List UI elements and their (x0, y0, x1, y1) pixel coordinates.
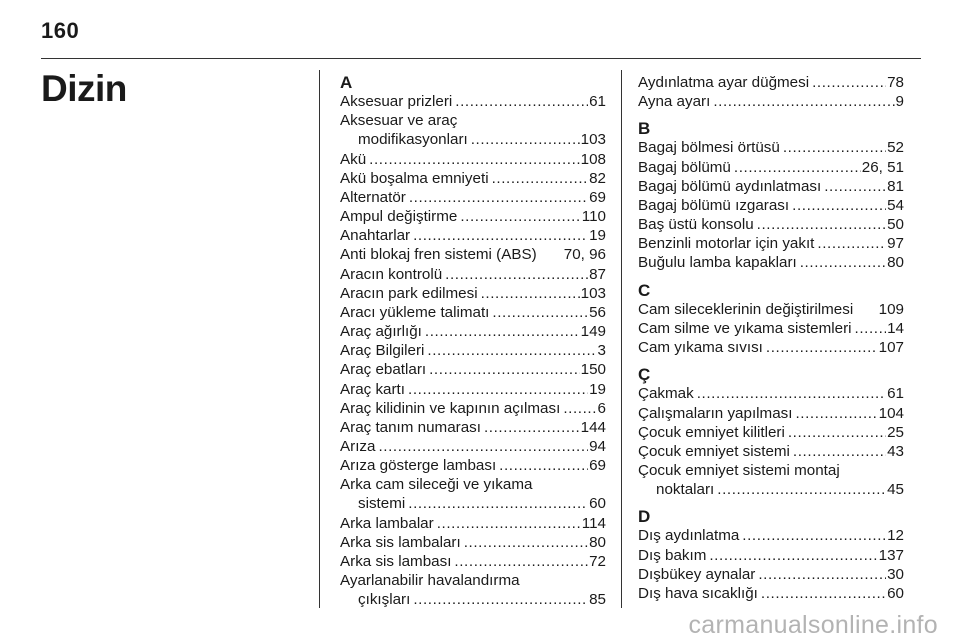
index-page-ref: 60 (589, 495, 606, 513)
dot-leader (464, 533, 588, 552)
index-entry-text: Akü boşalma emniyeti (340, 169, 489, 187)
index-page-ref: 81 (887, 177, 904, 195)
index-page-ref: 108 (580, 150, 606, 168)
index-column-1 (340, 73, 606, 609)
index-entry (638, 423, 904, 442)
index-letter-heading: A (340, 73, 353, 92)
index-entry (638, 442, 904, 461)
index-page-ref: 104 (878, 404, 904, 422)
index-page-ref: 26, 51 (861, 158, 904, 176)
dot-leader (563, 399, 596, 418)
index-entry (340, 169, 606, 188)
index-entry (340, 92, 606, 111)
index-page-ref: 9 (895, 93, 904, 111)
index-entry (340, 399, 606, 418)
index-page-ref: 43 (887, 442, 904, 460)
index-entry (638, 73, 904, 92)
index-entry-text: Araç ebatları (340, 361, 427, 379)
index-entry-text: Araç ağırlığı (340, 323, 422, 341)
index-entry (340, 456, 606, 475)
index-entry-text: Çocuk emniyet kilitleri (638, 423, 785, 441)
dot-leader (427, 341, 596, 360)
index-page-ref: 72 (589, 552, 606, 570)
index-page-ref: 80 (887, 254, 904, 272)
index-entry (638, 138, 904, 157)
index-entry-text: Arka sis lambası (340, 552, 452, 570)
index-letter-heading: B (638, 119, 651, 139)
dot-leader (481, 284, 580, 303)
index-entry (638, 196, 904, 215)
dot-leader (817, 234, 886, 253)
dot-leader (824, 177, 886, 196)
index-entry-text: Araç Bilgileri (340, 342, 425, 360)
column-divider-left (319, 70, 320, 608)
index-page-ref: 78 (887, 74, 904, 91)
dot-leader (408, 494, 588, 513)
index-entry (340, 303, 606, 322)
index-entry-text: Çocuk emniyet sistemi montaj (638, 461, 840, 479)
index-page-ref: 70, 96 (563, 246, 606, 264)
index-entry (340, 341, 606, 360)
index-entry-text: Ayna ayarı (638, 93, 711, 111)
index-page-ref: 69 (589, 188, 606, 206)
index-entry-text: Arıza gösterge lambası (340, 457, 497, 475)
index-column-2 (638, 73, 904, 603)
index-entry (340, 265, 606, 284)
index-page-ref: 45 (887, 481, 904, 499)
index-entry-continuation: modifikasyonları (358, 131, 468, 149)
index-entry-text: Arka sis lambaları (340, 533, 461, 551)
index-page-ref: 61 (887, 385, 904, 403)
index-entry (340, 552, 606, 571)
dot-leader (409, 188, 588, 207)
index-entry-text: Bagaj bölmesi örtüsü (638, 139, 780, 157)
index-entry (340, 533, 606, 552)
index-entry-text: Çocuk emniyet sistemi (638, 442, 790, 460)
index-entry-text: Ayarlanabilir havalandırma (340, 572, 520, 590)
index-page-ref: 80 (589, 533, 606, 551)
dot-leader (408, 380, 588, 399)
index-page-ref: 19 (589, 227, 606, 245)
dot-leader (429, 360, 580, 379)
index-entry (340, 245, 606, 264)
index-entry-text: Aracın kontrolü (340, 265, 443, 283)
dot-leader (713, 92, 894, 111)
index-entry-text: Cam sileceklerinin değiştirilmesi (638, 300, 854, 318)
dot-leader (742, 526, 886, 545)
index-entry (638, 584, 904, 603)
index-entry-continuation: noktaları (656, 481, 715, 499)
index-page-ref: 114 (581, 514, 606, 532)
index-entry-continuation: çıkışları (358, 591, 411, 609)
index-entry-text: Arka cam sileceği ve yıkama (340, 476, 533, 494)
index-entry (638, 526, 904, 545)
index-page-ref: 30 (887, 565, 904, 583)
index-entry (340, 380, 606, 399)
index-entry (340, 284, 606, 303)
index-entry (638, 215, 904, 234)
index-entry-text: Çakmak (638, 385, 694, 403)
dot-leader (369, 150, 579, 169)
index-page-ref: 94 (589, 437, 606, 455)
index-page-ref: 85 (589, 591, 606, 609)
index-letter-heading: D (638, 507, 651, 527)
dot-leader (855, 319, 887, 338)
index-page-ref: 12 (887, 527, 904, 545)
dot-leader (709, 546, 877, 565)
dot-leader (766, 338, 878, 357)
dot-leader (758, 565, 886, 584)
dot-leader (413, 226, 588, 245)
index-entry-text: Çalışmaların yapılması (638, 404, 793, 422)
index-entry-text: Aksesuar ve araç (340, 112, 458, 130)
index-entry (638, 253, 904, 272)
index-entry (340, 322, 606, 341)
index-page-ref: 25 (887, 423, 904, 441)
dot-leader (788, 423, 886, 442)
index-entry-text: Dış hava sıcaklığı (638, 584, 758, 602)
index-page-ref: 109 (878, 300, 904, 318)
index-page-ref: 52 (887, 139, 904, 157)
index-page-ref: 144 (580, 418, 606, 436)
index-page-ref: 110 (581, 208, 606, 226)
dot-leader (717, 480, 886, 499)
index-entry-text: Baş üstü konsolu (638, 216, 754, 234)
index-entry-text: Dış aydınlatma (638, 527, 740, 545)
index-entry (340, 130, 606, 149)
index-entry-text: Dış bakım (638, 546, 707, 564)
index-page-ref: 14 (887, 319, 904, 337)
index-page-ref: 103 (580, 284, 606, 302)
index-entry-text: Arıza (340, 437, 376, 455)
dot-leader (471, 130, 580, 149)
dot-leader (445, 265, 588, 284)
index-entry (638, 300, 904, 319)
index-entry-text: Araç kartı (340, 380, 405, 398)
index-entry-text: Ampul değiştirme (340, 208, 458, 226)
dot-leader (492, 303, 588, 322)
index-entry (638, 92, 904, 111)
index-page-ref: 87 (589, 265, 606, 283)
dot-leader (800, 253, 886, 272)
index-page-ref: 61 (589, 93, 606, 111)
index-page-ref: 107 (878, 339, 904, 357)
index-entry (638, 177, 904, 196)
index-page-ref: 50 (887, 216, 904, 234)
index-entry-text: Araç tanım numarası (340, 418, 481, 436)
dot-leader (757, 215, 886, 234)
index-entry-text: Bagaj bölümü (638, 158, 731, 176)
dot-leader (734, 158, 861, 177)
index-entry (638, 404, 904, 423)
dot-leader (761, 584, 886, 603)
index-page-ref: 60 (887, 584, 904, 602)
index-entry-text: Buğulu lamba kapakları (638, 254, 797, 272)
index-page-ref: 150 (580, 361, 606, 379)
index-page-ref: 103 (580, 131, 606, 149)
index-entry-text: Akü (340, 150, 367, 168)
column-divider-middle (621, 70, 622, 608)
index-entry (638, 384, 904, 403)
index-entry (340, 150, 606, 169)
index-entry-text: Cam yıkama sıvısı (638, 339, 763, 357)
dot-leader (492, 169, 589, 188)
index-entry (340, 360, 606, 379)
dot-leader (697, 384, 886, 403)
dot-leader (460, 207, 580, 226)
index-page-ref: 6 (597, 399, 606, 417)
index-entry (638, 319, 904, 338)
index-entry (638, 158, 904, 177)
index-entry (638, 480, 904, 499)
index-entry (638, 338, 904, 357)
index-entry-text: Araç kilidinin ve kapının açılması (340, 399, 561, 417)
index-entry-text: Bagaj bölümü ızgarası (638, 196, 790, 214)
dot-leader (437, 514, 581, 533)
dot-leader (455, 92, 588, 111)
index-entry (340, 226, 606, 245)
index-entry (340, 494, 606, 513)
dot-leader (783, 138, 886, 157)
watermark: carmanualsonline.info (688, 611, 938, 639)
index-entry (340, 590, 606, 609)
dot-leader (812, 73, 886, 92)
index-entry-text: Arka lambalar (340, 514, 434, 532)
index-entry (638, 565, 904, 584)
index-entry (340, 437, 606, 456)
dot-leader (454, 552, 588, 571)
index-page-ref: 19 (589, 380, 606, 398)
index-entry (340, 514, 606, 533)
index-entry (340, 207, 606, 226)
index-page-ref: 54 (887, 196, 904, 214)
index-entry-text: Anti blokaj fren sistemi (ABS) (340, 246, 537, 264)
index-entry-continuation: sistemi (358, 495, 406, 513)
dot-leader (484, 418, 580, 437)
index-entry (340, 188, 606, 207)
header-rule (41, 58, 921, 59)
index-page-ref: 137 (878, 546, 904, 564)
dot-leader (792, 196, 886, 215)
index-entry-text: Alternatör (340, 188, 406, 206)
index-page-ref: 3 (597, 342, 606, 360)
index-entry (340, 418, 606, 437)
index-page-ref: 149 (580, 323, 606, 341)
dot-leader (499, 456, 588, 475)
index-entry-text: Aracın park edilmesi (340, 284, 478, 302)
index-entry-text: Aksesuar prizleri (340, 93, 453, 111)
section-title: Dizin (41, 68, 127, 109)
dot-leader (425, 322, 580, 341)
page-number: 160 (41, 18, 80, 43)
index-entry-text: Cam silme ve yıkama sistemleri (638, 319, 852, 337)
index-page-ref: 97 (887, 235, 904, 253)
dot-leader (413, 590, 588, 609)
index-entry-text: Benzinli motorlar için yakıt (638, 235, 815, 253)
dot-leader (378, 437, 588, 456)
index-entry (638, 546, 904, 565)
index-entry-text: Aracı yükleme talimatı (340, 303, 490, 321)
index-entry-text: Bagaj bölümü aydınlatması (638, 177, 822, 195)
index-page-ref: 82 (589, 169, 606, 187)
index-entry-text: Aydınlatma ayar düğmesi (638, 74, 810, 91)
dot-leader (795, 404, 877, 423)
index-letter-heading: C (638, 280, 651, 300)
dot-leader (793, 442, 886, 461)
index-entry-text: Dışbükey aynalar (638, 565, 756, 583)
index-page-ref: 56 (589, 303, 606, 321)
index-entry (638, 234, 904, 253)
index-letter-heading: Ç (638, 365, 651, 385)
index-entry-text: Anahtarlar (340, 227, 411, 245)
index-page-ref: 69 (589, 457, 606, 475)
